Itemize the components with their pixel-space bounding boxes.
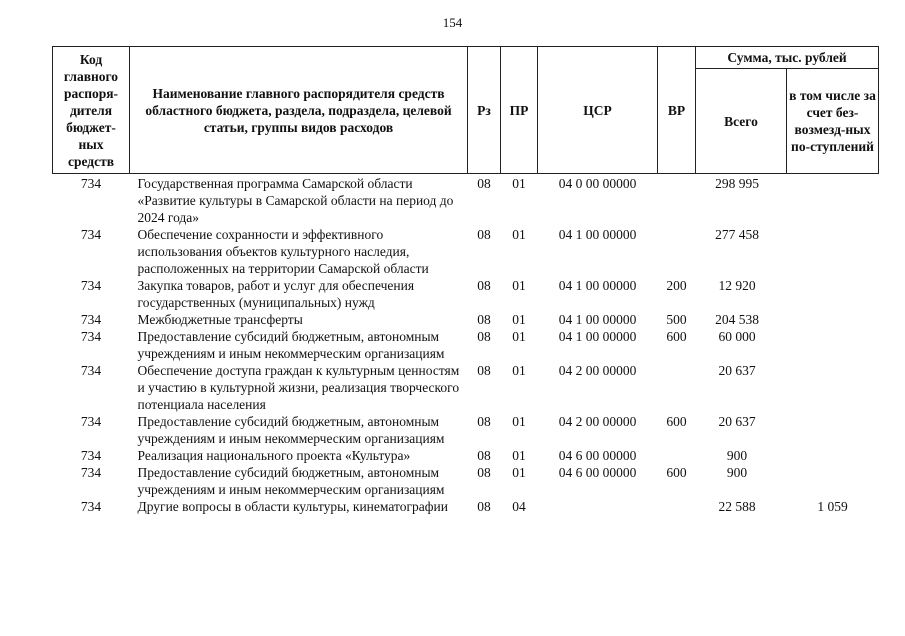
header-name: Наименование главного распорядителя средств областного бюджета, раздела, подраздела, целевой статьи, группы видов расходов	[130, 47, 468, 174]
header-free: в том числе за счет без-возмезд-ных по-ступлений	[787, 69, 879, 174]
cell-csr: 04 2 00 00000	[558, 414, 637, 429]
table-row	[53, 311, 879, 328]
cell-name: Обеспечение доступа граждан к культурным ценностям и участию в культурной жизни, реализация творческого потенциала населения	[137, 363, 460, 412]
cell-free	[787, 464, 879, 498]
cell-csr: 04 6 00 00000	[558, 465, 637, 480]
header-rz: Рз	[468, 47, 501, 174]
cell-code: 734	[80, 227, 102, 242]
cell-code: 734	[80, 499, 102, 514]
cell-csr: 04 1 00 00000	[558, 278, 637, 293]
cell-code: 734	[80, 329, 102, 344]
cell-rz: 08	[477, 448, 491, 463]
cell-free	[787, 328, 879, 362]
cell-rz: 08	[477, 414, 491, 429]
table-header	[53, 47, 879, 174]
cell-rz: 08	[477, 363, 491, 378]
table-row	[53, 226, 879, 277]
cell-total: 298 995	[715, 176, 759, 191]
cell-name: Обеспечение сохранности и эффективного использования объектов культурного наследия, расположенных на территории Самарской области	[137, 227, 429, 276]
cell-rz: 08	[477, 278, 491, 293]
cell-vr	[658, 447, 696, 464]
cell-pr: 01	[512, 414, 526, 429]
table-row	[53, 413, 879, 447]
cell-vr: 200	[666, 278, 687, 293]
cell-rz: 08	[477, 176, 491, 191]
cell-total: 900	[726, 448, 748, 463]
cell-code: 734	[80, 363, 102, 378]
table-row	[53, 328, 879, 362]
table-row	[53, 464, 879, 498]
header-pr: ПР	[501, 47, 538, 174]
cell-rz: 08	[477, 312, 491, 327]
cell-code: 734	[80, 448, 102, 463]
cell-total: 12 920	[718, 278, 756, 293]
cell-vr	[658, 498, 696, 515]
cell-pr: 04	[512, 499, 526, 514]
cell-code: 734	[80, 278, 102, 293]
cell-rz: 08	[477, 499, 491, 514]
table-row	[53, 174, 879, 227]
cell-pr: 01	[512, 227, 526, 242]
cell-free	[787, 362, 879, 413]
cell-total: 900	[726, 465, 748, 480]
cell-code: 734	[80, 414, 102, 429]
table-row	[53, 498, 879, 515]
cell-free	[787, 226, 879, 277]
cell-name: Другие вопросы в области культуры, кинематографии	[137, 499, 448, 514]
cell-csr	[538, 498, 658, 515]
cell-code: 734	[80, 465, 102, 480]
cell-rz: 08	[477, 465, 491, 480]
cell-csr: 04 1 00 00000	[558, 329, 637, 344]
table-row	[53, 362, 879, 413]
cell-free	[787, 174, 879, 227]
table-row	[53, 447, 879, 464]
cell-free	[787, 413, 879, 447]
header-vr: ВР	[658, 47, 696, 174]
cell-pr: 01	[512, 278, 526, 293]
budget-table	[52, 46, 879, 515]
cell-pr: 01	[512, 465, 526, 480]
cell-vr	[658, 362, 696, 413]
cell-pr: 01	[512, 329, 526, 344]
cell-free	[787, 277, 879, 311]
cell-name: Государственная программа Самарской области «Развитие культуры в Самарской области на период до 2024 года»	[137, 176, 454, 225]
cell-name: Предоставление субсидий бюджетным, автономным учреждениям и иным некоммерческим организациям	[137, 465, 445, 497]
cell-vr: 600	[666, 465, 687, 480]
table-row	[53, 277, 879, 311]
header-sum: Сумма, тыс. рублей	[696, 47, 879, 69]
cell-total: 60 000	[718, 329, 756, 344]
cell-csr: 04 2 00 00000	[558, 363, 637, 378]
cell-csr: 04 1 00 00000	[558, 312, 637, 327]
header-csr: ЦСР	[538, 47, 658, 174]
cell-vr	[658, 174, 696, 227]
cell-csr: 04 1 00 00000	[558, 227, 637, 242]
cell-name: Закупка товаров, работ и услуг для обеспечения государственных (муниципальных) нужд	[137, 278, 415, 310]
cell-free: 1 059	[817, 499, 848, 514]
cell-name: Межбюджетные трансферты	[137, 312, 303, 327]
cell-csr: 04 0 00 00000	[558, 176, 637, 191]
cell-name: Предоставление субсидий бюджетным, автономным учреждениям и иным некоммерческим организациям	[137, 414, 445, 446]
cell-code: 734	[80, 176, 102, 191]
page-number: 154	[442, 15, 463, 30]
cell-pr: 01	[512, 448, 526, 463]
header-code: Код главного распоря-дителя бюджет-ных средств	[53, 47, 130, 174]
cell-total: 20 637	[718, 363, 756, 378]
cell-total: 22 588	[718, 499, 756, 514]
cell-vr: 600	[666, 329, 687, 344]
cell-free	[787, 447, 879, 464]
cell-rz: 08	[477, 329, 491, 344]
cell-vr: 500	[666, 312, 687, 327]
cell-total: 20 637	[718, 414, 756, 429]
cell-name: Предоставление субсидий бюджетным, автономным учреждениям и иным некоммерческим организациям	[137, 329, 445, 361]
cell-vr: 600	[666, 414, 687, 429]
cell-csr: 04 6 00 00000	[558, 448, 637, 463]
cell-total: 204 538	[715, 312, 759, 327]
cell-vr	[658, 226, 696, 277]
cell-free	[787, 311, 879, 328]
cell-code: 734	[80, 312, 102, 327]
cell-name: Реализация национального проекта «Культура»	[137, 448, 411, 463]
cell-pr: 01	[512, 176, 526, 191]
header-total: Всего	[696, 69, 787, 174]
cell-total: 277 458	[715, 227, 759, 242]
table-body	[53, 174, 879, 516]
cell-pr: 01	[512, 363, 526, 378]
cell-rz: 08	[477, 227, 491, 242]
cell-pr: 01	[512, 312, 526, 327]
